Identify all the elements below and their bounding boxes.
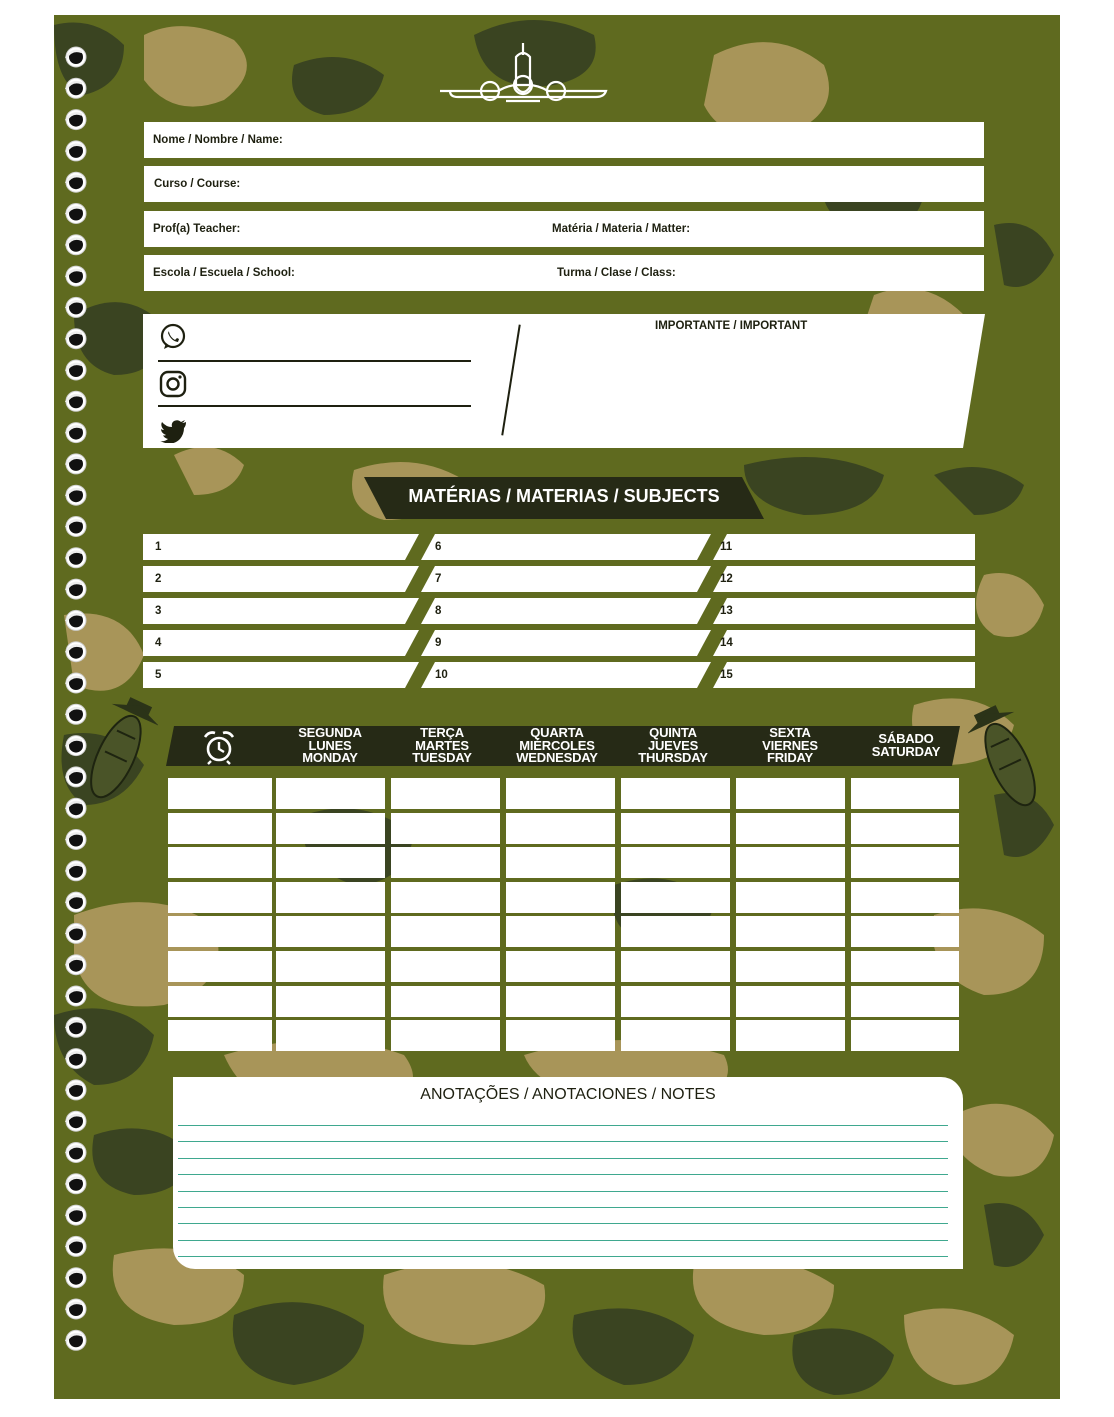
schedule-cell[interactable] — [621, 1020, 730, 1051]
subject-field[interactable] — [713, 630, 975, 656]
schedule-cell[interactable] — [736, 951, 845, 982]
schedule-cell[interactable] — [621, 951, 730, 982]
schedule-cell[interactable] — [276, 847, 385, 878]
schedule-cell[interactable] — [168, 882, 272, 913]
schedule-cell[interactable] — [168, 778, 272, 809]
schedule-cell[interactable] — [506, 986, 615, 1017]
schedule-cell[interactable] — [391, 1020, 500, 1051]
day-header — [270, 727, 390, 765]
day-header-line: JUEVES — [647, 737, 699, 753]
notes-line — [178, 1223, 948, 1224]
day-header-line: MIÉRCOLES — [519, 737, 595, 753]
schedule-cell[interactable] — [851, 951, 959, 982]
whatsapp-icon — [158, 322, 188, 352]
subject-field[interactable] — [421, 534, 711, 560]
schedule-cell[interactable] — [621, 986, 730, 1017]
class-label: Turma / Clase / Class: — [557, 267, 676, 279]
schedule-cell[interactable] — [736, 847, 845, 878]
subject-number: 10 — [435, 669, 448, 681]
schedule-cell[interactable] — [168, 847, 272, 878]
schedule-cell[interactable] — [851, 916, 959, 947]
subject-field[interactable] — [713, 662, 975, 688]
day-header-line: LUNES — [308, 737, 352, 753]
schedule-cell[interactable] — [276, 882, 385, 913]
schedule-cell[interactable] — [621, 882, 730, 913]
important-label: IMPORTANTE / IMPORTANT — [655, 320, 808, 332]
notes-line — [178, 1207, 948, 1208]
schedule-cell[interactable] — [736, 813, 845, 844]
schedule-cell[interactable] — [168, 951, 272, 982]
day-header-line: TUESDAY — [412, 750, 472, 765]
alarm-clock-icon — [201, 729, 237, 765]
subject-field[interactable] — [421, 662, 711, 688]
bomb-icon-right — [968, 705, 1048, 815]
day-header-line: QUINTA — [649, 725, 697, 740]
day-header — [730, 727, 850, 765]
notes-line — [178, 1240, 948, 1241]
schedule-cell[interactable] — [391, 778, 500, 809]
day-header — [382, 727, 502, 765]
teacher-field[interactable] — [144, 211, 984, 247]
notes-line — [178, 1174, 948, 1175]
schedule-cell[interactable] — [851, 986, 959, 1017]
subject-number: 1 — [155, 541, 162, 553]
subject-number: 6 — [435, 541, 442, 553]
subject-number: 12 — [720, 573, 733, 585]
schedule-cell[interactable] — [506, 778, 615, 809]
schedule-cell[interactable] — [621, 847, 730, 878]
course-label: Curso / Course: — [154, 178, 241, 190]
day-header-line: MONDAY — [302, 750, 358, 765]
school-label: Escola / Escuela / School: — [153, 267, 295, 279]
schedule-cell[interactable] — [276, 986, 385, 1017]
schedule-cell[interactable] — [276, 778, 385, 809]
day-header-line: MARTES — [415, 737, 469, 753]
subject-number: 7 — [435, 573, 442, 585]
schedule-cell[interactable] — [276, 916, 385, 947]
subject-number: 8 — [435, 605, 442, 617]
subject-number: 14 — [720, 637, 733, 649]
subject-field[interactable] — [713, 534, 975, 560]
subject-number: 5 — [155, 669, 162, 681]
teacher-label: Prof(a) Teacher: — [153, 223, 241, 235]
subject-number: 11 — [720, 541, 733, 553]
course-field[interactable] — [144, 166, 984, 202]
day-header-line: TERÇA — [420, 725, 464, 740]
notes-title: ANOTAÇÕES / ANOTACIONES / NOTES — [420, 1086, 716, 1103]
subject-field[interactable] — [421, 566, 711, 592]
schedule-cell[interactable] — [391, 916, 500, 947]
subject-number: 4 — [155, 637, 162, 649]
instagram-icon — [158, 369, 188, 399]
subject-field[interactable] — [421, 598, 711, 624]
schedule-cell[interactable] — [391, 882, 500, 913]
contact-important-box — [143, 314, 985, 448]
notes-line — [178, 1191, 948, 1192]
schedule-cell[interactable] — [391, 951, 500, 982]
schedule-cell[interactable] — [391, 813, 500, 844]
notes-line — [178, 1158, 948, 1159]
subject-number: 15 — [720, 669, 733, 681]
subject-field[interactable] — [143, 566, 419, 592]
day-header-line: FRIDAY — [767, 750, 813, 765]
day-header-line: WEDNESDAY — [516, 750, 598, 765]
subject-number: 3 — [155, 605, 162, 617]
schedule-cell[interactable] — [736, 778, 845, 809]
bomb-icon-left — [78, 697, 158, 807]
day-header-line: VIERNES — [762, 737, 818, 753]
schedule-cell[interactable] — [276, 813, 385, 844]
matter-label: Matéria / Materia / Matter: — [552, 223, 691, 235]
schedule-cell[interactable] — [736, 986, 845, 1017]
day-header-line: SEGUNDA — [298, 725, 362, 740]
schedule-cell[interactable] — [736, 1020, 845, 1051]
school-field[interactable] — [144, 255, 984, 291]
schedule-cell[interactable] — [276, 1020, 385, 1051]
schedule-cell[interactable] — [736, 882, 845, 913]
day-header — [846, 733, 966, 758]
day-header — [497, 727, 617, 765]
schedule-cell[interactable] — [506, 847, 615, 878]
subject-field[interactable] — [143, 534, 419, 560]
schedule-cell[interactable] — [391, 847, 500, 878]
subject-number: 9 — [435, 637, 442, 649]
schedule-cell[interactable] — [506, 1020, 615, 1051]
subject-number: 2 — [155, 573, 162, 585]
schedule-cell[interactable] — [851, 847, 959, 878]
day-header-line: SEXTA — [769, 725, 811, 740]
schedule-cell[interactable] — [506, 951, 615, 982]
schedule-cell[interactable] — [621, 813, 730, 844]
notes-line — [178, 1256, 948, 1257]
schedule-cell[interactable] — [506, 916, 615, 947]
subject-field[interactable] — [143, 662, 419, 688]
schedule-cell[interactable] — [168, 813, 272, 844]
notes-line — [178, 1125, 948, 1126]
schedule-cell[interactable] — [621, 916, 730, 947]
name-field[interactable] — [144, 122, 984, 158]
schedule-cell[interactable] — [851, 882, 959, 913]
day-header — [613, 727, 733, 765]
schedule-cell[interactable] — [736, 916, 845, 947]
day-header-line: SATURDAY — [871, 743, 941, 759]
name-label: Nome / Nombre / Name: — [153, 134, 283, 146]
schedule-cell[interactable] — [276, 951, 385, 982]
instagram-line[interactable] — [158, 405, 471, 407]
schedule-cell[interactable] — [391, 986, 500, 1017]
subjects-title: MATÉRIAS / MATERIAS / SUBJECTS — [408, 486, 720, 506]
schedule-cell[interactable] — [168, 986, 272, 1017]
schedule-cell[interactable] — [506, 813, 615, 844]
subject-field[interactable] — [713, 598, 975, 624]
day-header-line: THURSDAY — [638, 750, 708, 765]
subject-field[interactable] — [143, 630, 419, 656]
airplane-icon — [438, 41, 608, 107]
schedule-cell[interactable] — [621, 778, 730, 809]
schedule-cell[interactable] — [851, 778, 959, 809]
whatsapp-line[interactable] — [158, 360, 471, 362]
schedule-cell[interactable] — [168, 916, 272, 947]
schedule-cell[interactable] — [851, 1020, 959, 1051]
schedule-cell[interactable] — [506, 882, 615, 913]
schedule-cell[interactable] — [851, 813, 959, 844]
subject-field[interactable] — [713, 566, 975, 592]
schedule-cell[interactable] — [168, 1020, 272, 1051]
subject-field[interactable] — [143, 598, 419, 624]
day-header-line: SÁBADO — [878, 731, 934, 746]
twitter-icon — [160, 419, 188, 443]
notes-line — [178, 1141, 948, 1142]
day-header-line: QUARTA — [530, 725, 584, 740]
subject-number: 13 — [720, 605, 733, 617]
subject-field[interactable] — [421, 630, 711, 656]
